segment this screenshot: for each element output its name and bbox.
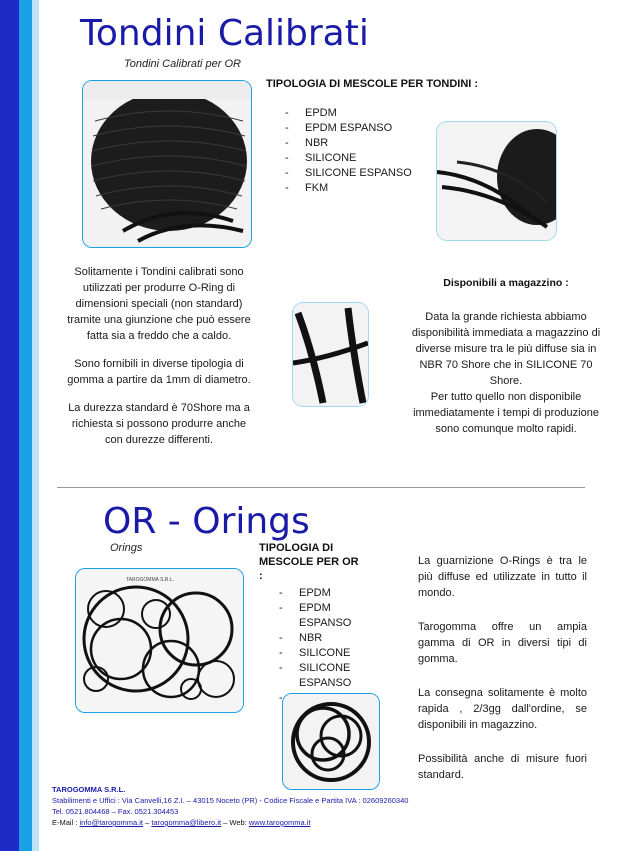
description-paragraph: Tarogomma offre un ampia gamma di OR in diversi tipi di gomma. — [418, 621, 587, 665]
description-paragraph: La durezza standard è 70Shore ma a richiesta si possono produrre anche con durezze differenti. — [68, 402, 250, 446]
website-link[interactable]: www.tarogomma.it — [248, 818, 311, 827]
tondini-cord-photo — [437, 122, 556, 240]
list-item: - FKM — [285, 181, 435, 196]
section-divider — [57, 487, 585, 488]
email-link-libero[interactable]: tarogomma@libero.it — [151, 818, 222, 827]
orings-assortment-photo — [75, 568, 244, 713]
footer-address: Stabilimenti e Uffici : Via Canvelli,16 Z.I. – 43015 Noceto (PR) - Codice Fiscale e Partita IVA : 02609260340 — [52, 796, 409, 805]
web-label: – Web: — [221, 818, 249, 827]
list-item: - SILICONE — [285, 151, 435, 166]
list-item: - SILICONE ESPANSO — [285, 166, 435, 181]
footer-contacts — [52, 817, 408, 828]
stock-paragraph: Data la grande richiesta abbiamo disponibilità immediata a magazzino di diverse misure tra le più diffuse sia in NBR 70 Shore che in SILICONE 70 Shore. — [411, 311, 601, 387]
email-label: E-Mail : — [52, 818, 80, 827]
tondini-description — [62, 264, 256, 460]
tondini-cords-closeup-photo — [293, 303, 368, 406]
orings-compound-list — [279, 586, 374, 706]
list-item: - EPDM — [285, 106, 435, 121]
left-stripe-mid — [19, 0, 32, 851]
orings-description — [418, 553, 587, 801]
description-paragraph: La guarnizione O-Rings è tra le più diffuse ed utilizzate in tutto il mondo. — [418, 555, 587, 599]
left-stripe-dark — [0, 0, 19, 851]
footer-phone: Tel. 0521.804468 – Fax. 0521.304453 — [52, 807, 179, 816]
tondini-title: Tondini Calibrati — [80, 13, 369, 54]
orings-caption: Orings — [110, 542, 143, 554]
list-item: - EPDM ESPANSO — [279, 601, 374, 631]
footer-company: TAROGOMMA S.R.L. — [52, 785, 126, 794]
list-item: - SILICONE — [279, 646, 374, 661]
stock-description — [404, 309, 608, 437]
list-item: - EPDM — [279, 586, 374, 601]
description-paragraph: Sono fornibili in diverse tipologia di gomma a partire da 1mm di diametro. — [67, 358, 251, 386]
orings-compounds-heading: TIPOLOGIA DI MESCOLE PER OR : — [259, 542, 359, 582]
tondini-compounds-heading: TIPOLOGIA DI MESCOLE PER TONDINI : — [266, 78, 479, 90]
list-item: - NBR — [285, 136, 435, 151]
description-paragraph: Solitamente i Tondini calibrati sono utilizzati per produrre O-Ring di dimensioni speciali (non standard) tramite una giunzione che può essere fatta sia a freddo che a caldo. — [67, 266, 251, 342]
footer — [52, 784, 408, 828]
description-paragraph: La consegna solitamente è molto rapida , 2/3gg dall'ordine, se disponibili in magazzino. — [418, 687, 587, 731]
email-link-info[interactable]: info@tarogomma.it — [79, 818, 143, 827]
photo-label: TAROGOMMA S.R.L. — [126, 577, 174, 583]
stock-paragraph: Per tutto quello non disponibile immediatamente i tempi di produzione sono comunque molto rapidi. — [413, 391, 599, 435]
list-item: - EPDM ESPANSO — [285, 121, 435, 136]
list-item: - NBR — [279, 631, 374, 646]
stock-heading: Disponibili a magazzino : — [443, 277, 569, 289]
orings-stack-photo — [282, 693, 380, 790]
list-item: - SILICONE ESPANSO — [279, 661, 374, 691]
orings-title: OR - Orings — [103, 501, 310, 542]
tondini-compound-list — [285, 106, 435, 196]
tondini-caption: Tondini Calibrati per OR — [124, 58, 241, 70]
tondini-spool-photo — [82, 80, 252, 248]
description-paragraph: Possibilità anche di misure fuori standard. — [418, 753, 587, 781]
left-stripe-light — [32, 0, 39, 851]
separator: – — [143, 818, 152, 827]
